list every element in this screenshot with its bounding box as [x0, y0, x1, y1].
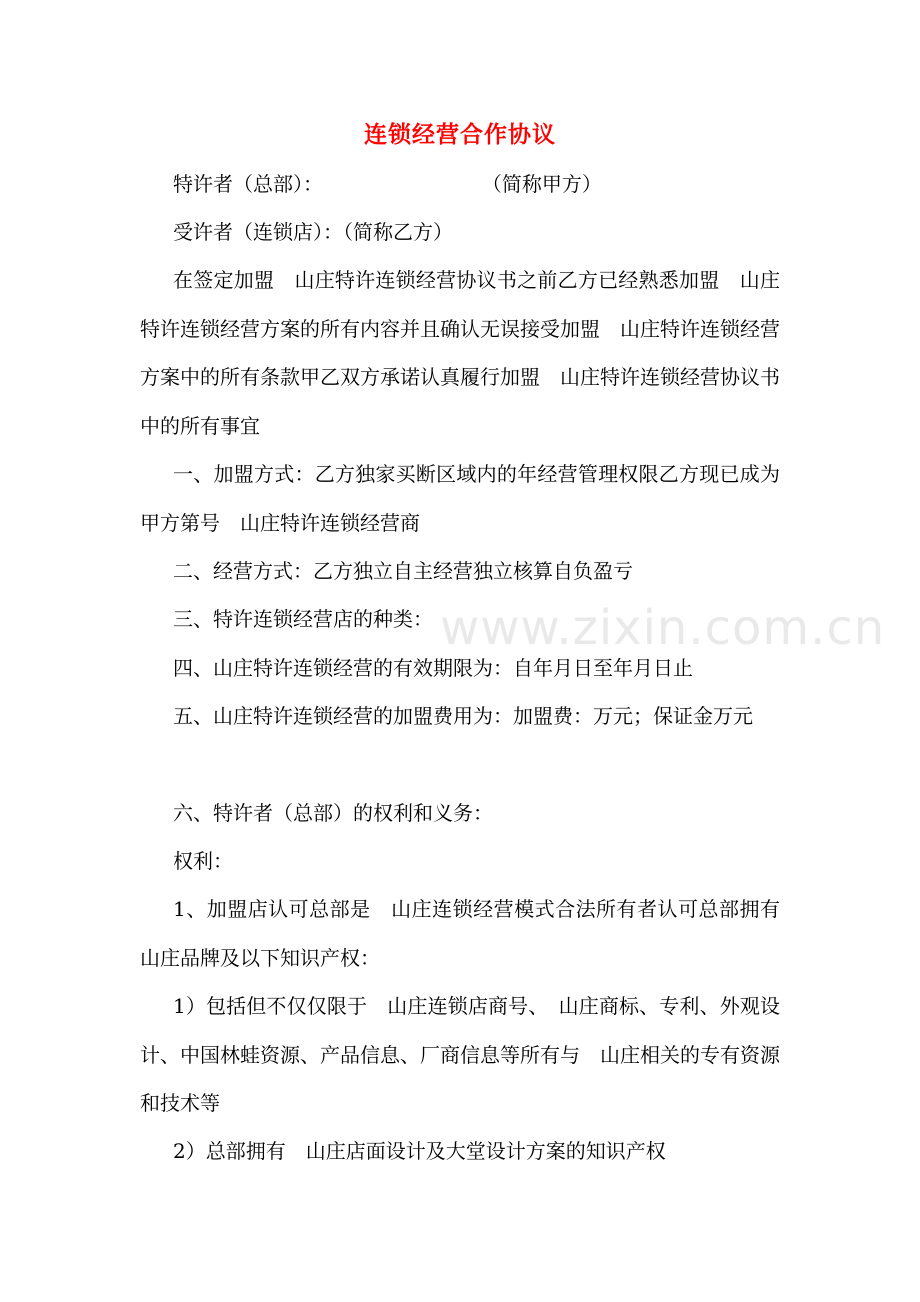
paragraph-clause-3: 三、特许连锁经营店的种类： [173, 607, 433, 631]
paragraph-preamble: 在签定加盟 山庄特许连锁经营协议书之前乙方已经熟悉加盟 山庄特许连锁经营方案的所有内容并且确认无误接受加盟 山庄特许连锁经营方案中的所有条款甲乙双方承诺认真履行加盟 山庄特许连锁经营协议书中的所有事宜 [140, 268, 780, 438]
paragraph-right-1-item-1: 1）包括但不仅仅限于 山庄连锁店商号、 山庄商标、专利、外观设计、中国林蛙资源、产品信息、厂商信息等所有与 山庄相关的专有资源和技术等 [140, 994, 780, 1115]
paragraph-clause-5: 五、山庄特许连锁经营的加盟费用为：加盟费：万元；保证金万元 [173, 704, 753, 728]
paragraph-franchisee: 受许者（连锁店）：（简称乙方） [173, 220, 453, 244]
paragraph-franchisor: 特许者（总部）： （简称甲方） [173, 172, 602, 196]
paragraph-right-1-item-2: 2）总部拥有 山庄店面设计及大堂设计方案的知识产权 [173, 1139, 666, 1163]
paragraph-rights-heading: 权利： [173, 849, 233, 873]
watermark: www.zixin.com.cn [440, 600, 886, 656]
document-title: 连锁经营合作协议 [364, 121, 556, 148]
paragraph-clause-2: 二、经营方式：乙方独立自主经营独立核算自负盈亏 [173, 559, 633, 583]
paragraph-clause-6: 六、特许者（总部）的权利和义务： [173, 801, 493, 825]
paragraph-right-1: 1、加盟店认可总部是 山庄连锁经营模式合法所有者认可总部拥有 山庄品牌及以下知识产权： [140, 897, 800, 970]
paragraph-clause-1: 一、加盟方式：乙方独家买断区域内的年经营管理权限乙方现已成为甲方第号 山庄特许连锁经营商 [140, 462, 780, 535]
paragraph-clause-4: 四、山庄特许连锁经营的有效期限为：自年月日至年月日止 [173, 656, 693, 680]
